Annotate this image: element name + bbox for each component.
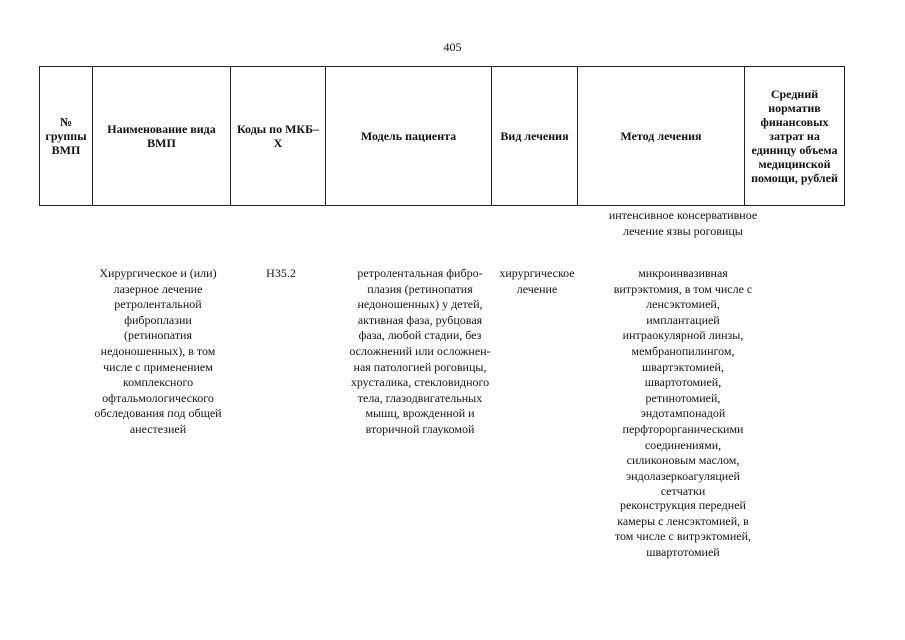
header-treatment-type: Вид лечения [492, 67, 578, 206]
table-header [39, 66, 845, 206]
row-treatment-type: хирургическое лечение [499, 266, 575, 296]
page-number: 405 [443, 40, 462, 54]
row-method-2: реконструкция передней камеры с ленсэктомией, в том числе с витрэктомией, швартотомией [614, 498, 752, 559]
header-patient-model: Модель пациента [326, 67, 492, 206]
continuation-method: интенсивное консервативное лечение язвы роговицы [608, 208, 758, 238]
header-group-no: № группы ВМП [40, 67, 93, 206]
header-avg-cost: Средний норматив финансовых затрат на единицу объема медицинской помощи, рублей [745, 67, 845, 206]
row-icd-code: H35.2 [266, 266, 296, 280]
header-treatment-method: Метод лечения [578, 67, 745, 206]
row-method-1: микроинвазивная витрэктомия, в том числе с ленсэктомией, имплантацией интраокулярной линзы, мембранопилингом, швартэктомией, швартотомией, ретинотомией, эндотампонадой перфторорганическими соединениями, силиконовым маслом, эндолазеркоагуляцией сетчатки [613, 266, 753, 499]
header-icd-codes: Коды по МКБ–Х [231, 67, 326, 206]
row-vmp-name: Хирургическое и (или) лазерное лечение ретролентальной фиброплазии (ретинопатия недоношенных), в том числе с применением комплексного офтальмологического обследования под общей анестезией [94, 266, 222, 436]
header-vmp-name: Наименование вида ВМП [93, 67, 231, 206]
row-patient-model: ретролентальная фиброплазия (ретинопатия недоношенных) у детей, активная фаза, рубцовая фаза, любой стадии, без осложнений или осложненная патологией роговицы, хрусталика, стекловидного тела, глазодвигательных мышц, врожденной и вторичной глаукомой [349, 266, 491, 436]
